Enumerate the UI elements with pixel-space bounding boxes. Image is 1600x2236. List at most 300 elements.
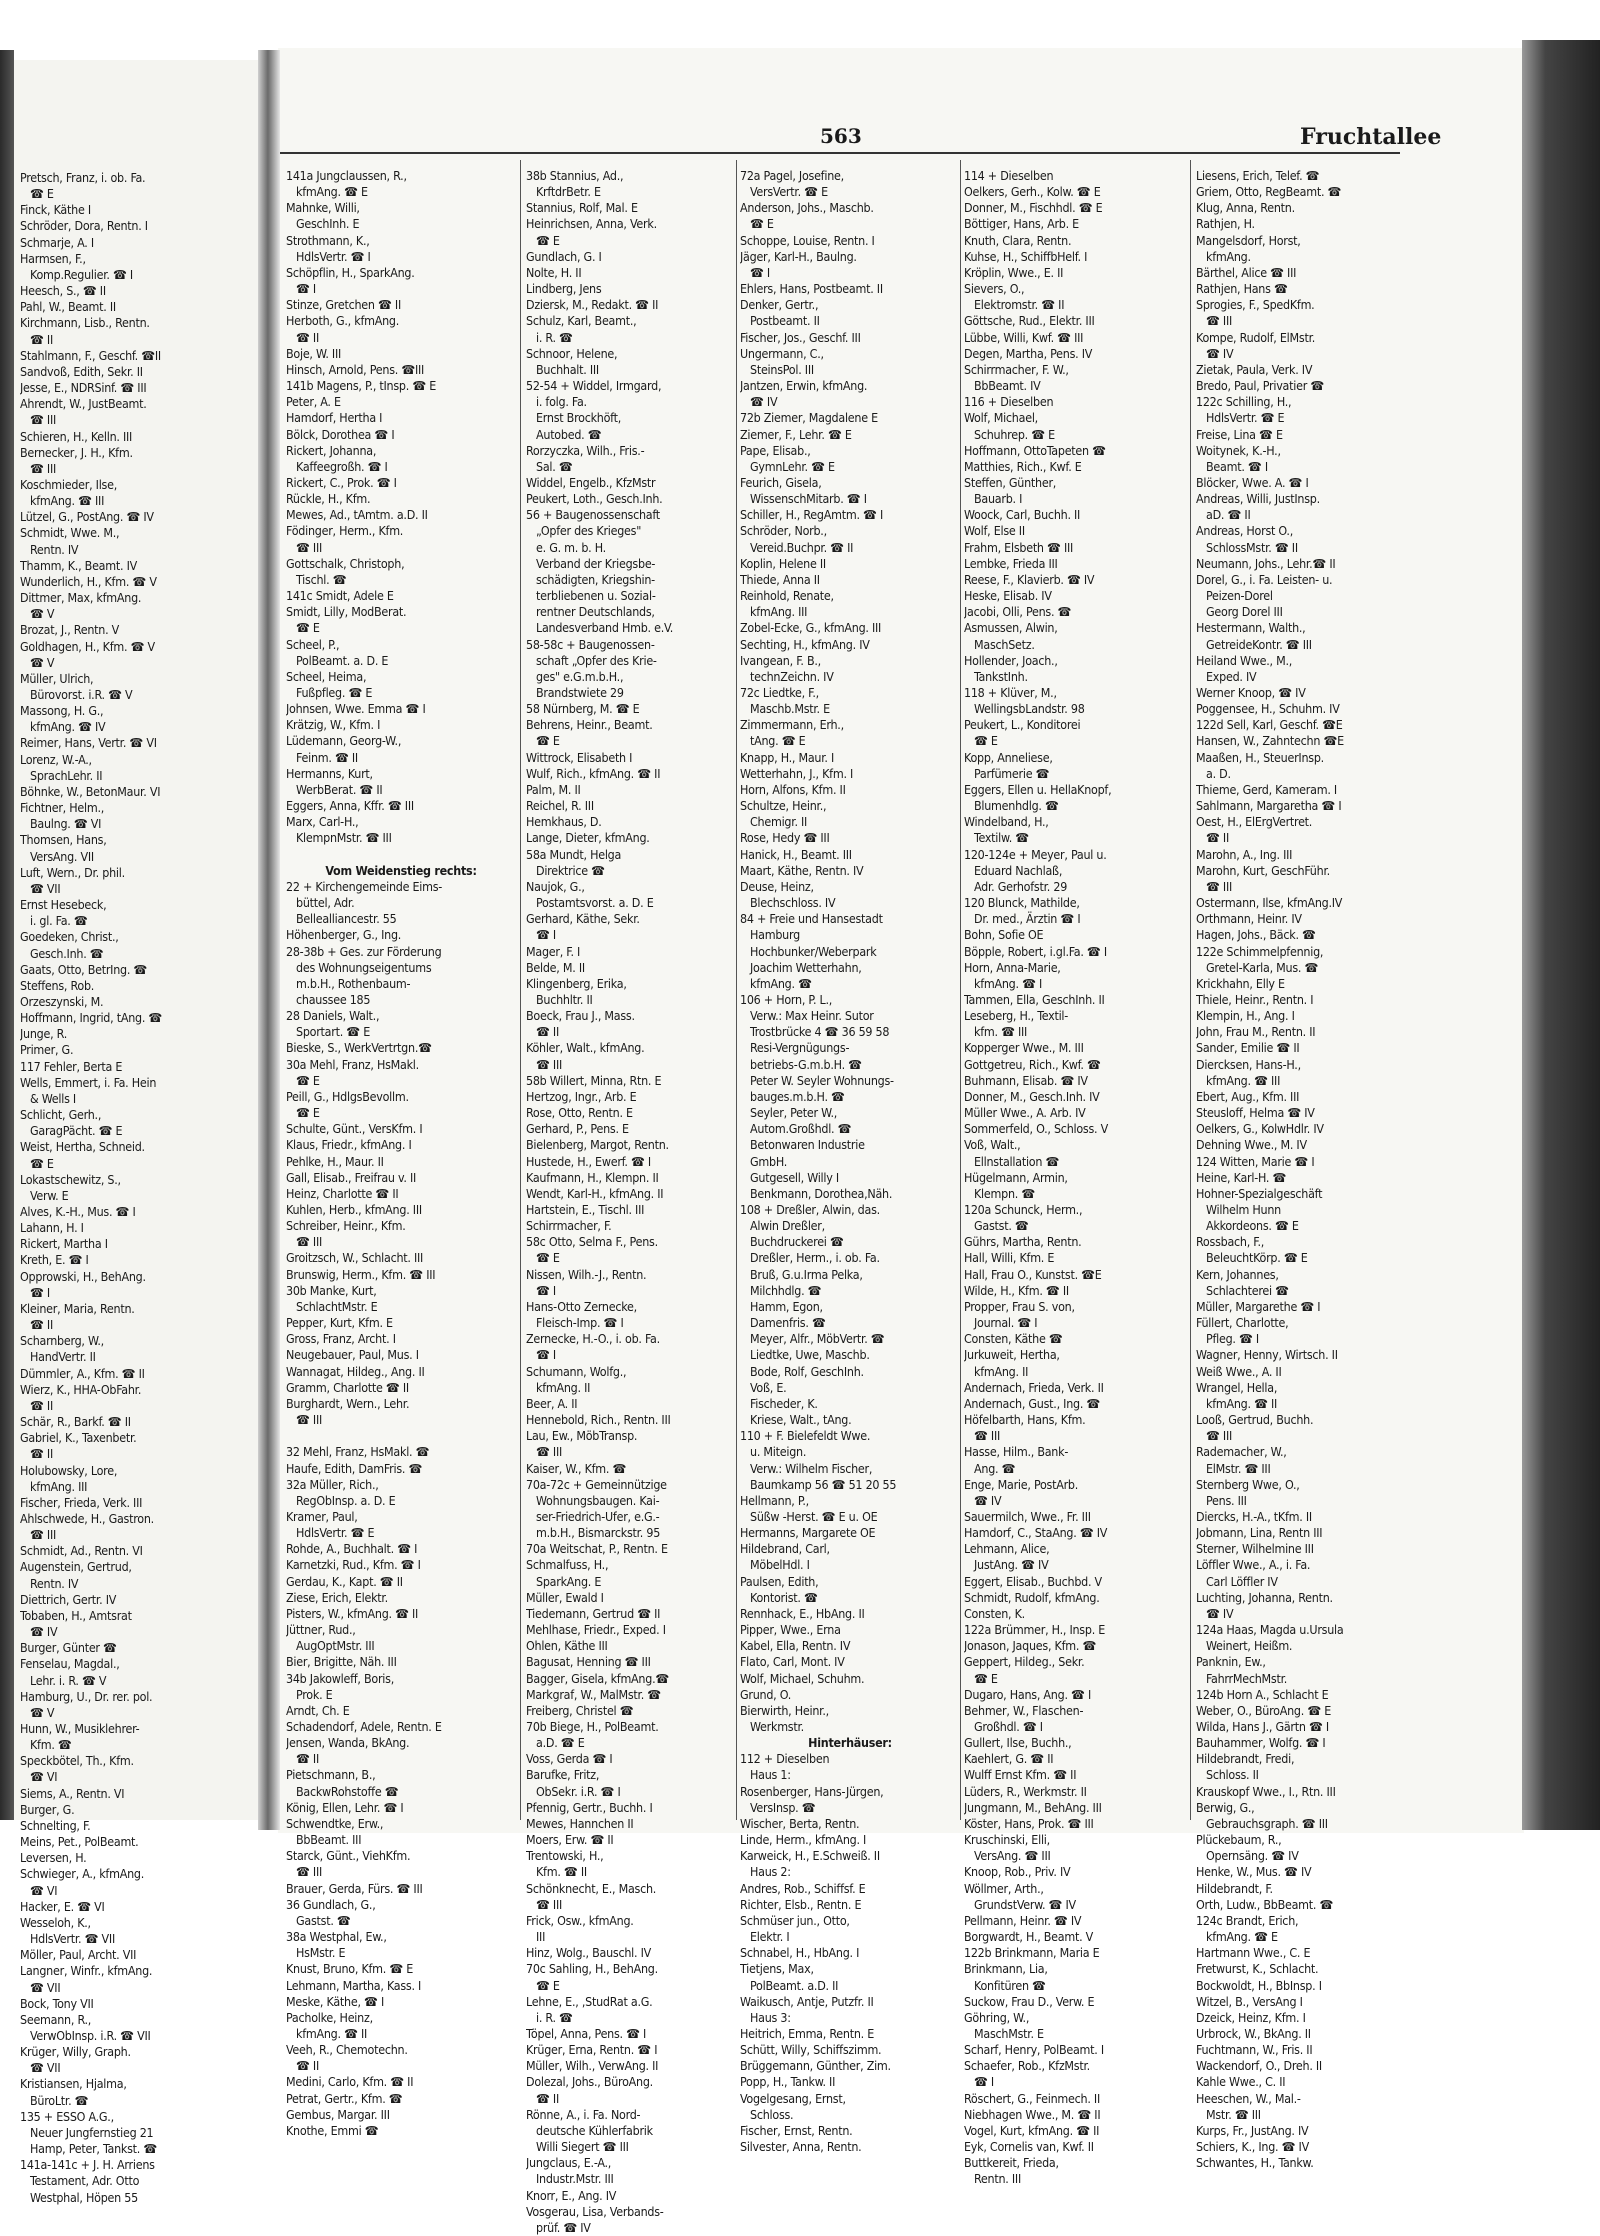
directory-entry-line: Jensen, Wanda, BkAng.	[286, 1735, 410, 1751]
directory-entry-line: prüf. ☎ IV	[536, 2219, 591, 2235]
directory-entry-line: Mager, F. I	[526, 943, 581, 959]
directory-entry-line: Burger, Günter ☎	[20, 1640, 117, 1656]
directory-entry-line: Hamp, Peter, Tankst. ☎	[30, 2141, 158, 2157]
directory-entry-line: Opprowski, H., BehAng.	[20, 1268, 146, 1284]
directory-entry-line: Andernach, Frieda, Verk. II	[964, 1379, 1104, 1395]
directory-column-4	[964, 168, 1182, 2188]
directory-entry-line: Hustede, H., Ewerf. ☎ I	[526, 1153, 651, 1169]
directory-entry-line: Lüdemann, Georg-W.,	[286, 733, 402, 749]
directory-entry-line: SteinsPol. III	[750, 361, 814, 377]
directory-entry-line: Diettrich, Gertr. IV	[20, 1591, 117, 1607]
directory-entry-line: Carl Löffler IV	[1206, 1573, 1278, 1589]
directory-entry-line: Trentowski, H.,	[526, 1848, 604, 1864]
directory-entry-line: Diercks, H.-A., tKfm. II	[1196, 1508, 1312, 1524]
directory-entry-line: Starck, Günt., ViehKfm.	[286, 1848, 411, 1864]
book-right-edge	[1522, 40, 1600, 1830]
directory-entry-line: Rickert, Martha I	[20, 1236, 108, 1252]
directory-entry-line: Trostbrücke 4 ☎ 36 59 58	[750, 1024, 890, 1040]
directory-entry-line: 122d Sell, Karl, Geschf. ☎E	[1196, 717, 1343, 733]
directory-entry-line: Flato, Carl, Mont. IV	[740, 1654, 845, 1670]
directory-entry-line: Buchhalt. III	[536, 361, 599, 377]
directory-entry-line: Pipper, Wwe., Erna	[740, 1622, 841, 1638]
directory-entry-line: Heinrichsen, Anna, Verk.	[526, 216, 657, 232]
directory-entry-line: Fuchtmann, W., Fris. II	[1196, 2042, 1313, 2058]
directory-entry-line: Hermanns, Kurt,	[286, 765, 373, 781]
directory-entry-line: ☎ E	[536, 733, 560, 749]
directory-entry-line: kfmAng. ☎ E	[1206, 1929, 1278, 1945]
directory-entry-line: Herboth, G., kfmAng.	[286, 313, 400, 329]
directory-entry-line: Schmarje, A. I	[20, 234, 94, 250]
directory-entry-line: Gross, Franz, Archt. I	[286, 1331, 396, 1347]
directory-entry-line: Rentn. IV	[30, 541, 79, 557]
directory-entry-line: ☎ III	[30, 1527, 57, 1543]
directory-entry-line: Göhring, W.,	[964, 2009, 1030, 2025]
directory-entry-line: Buttkereit, Frieda,	[964, 2155, 1059, 2171]
directory-entry-line: ☎ VI	[30, 1882, 58, 1898]
directory-entry-line: 141b Magens, P., tInsp. ☎ E	[286, 378, 437, 394]
directory-entry-line: Rathjen, Hans ☎	[1196, 281, 1288, 297]
directory-entry-line: Fleisch-Imp. ☎ I	[536, 1315, 624, 1331]
directory-entry-line: Voß, E.	[750, 1379, 787, 1395]
directory-entry-line: Klug, Anna, Rentn.	[1196, 200, 1295, 216]
directory-entry-line: ☎ I	[974, 2074, 994, 2090]
directory-entry-line: kfmAng. III	[30, 1478, 88, 1494]
directory-entry-line: Tiedemann, Gertrud ☎ II	[526, 1605, 661, 1621]
directory-entry-line: Henke, W., Mus. ☎ IV	[1196, 1864, 1312, 1880]
directory-entry-line: 58-58c + Baugenossen-	[526, 636, 655, 652]
directory-entry-line: Feurich, Gisela,	[740, 474, 822, 490]
directory-entry-line: Höhenberger, G., Ing.	[286, 927, 402, 943]
directory-entry-line: Grund, O.	[740, 1686, 792, 1702]
directory-entry-line: terbliebenen u. Sozial-	[536, 588, 656, 604]
directory-entry-line: aD. ☎ II	[1206, 507, 1251, 523]
directory-entry-line: Ungermann, C.,	[740, 345, 824, 361]
directory-entry-line: Medini, Carlo, Kfm. ☎ II	[286, 2074, 414, 2090]
directory-entry-line: Röschert, G., Feinmech. II	[964, 2090, 1100, 2106]
directory-entry-line: Luft, Wern., Dr. phil.	[20, 864, 125, 880]
directory-entry-line: Gaats, Otto, BetrIng. ☎	[20, 961, 148, 977]
directory-entry-line: 52-54 + Widdel, Irmgard,	[526, 378, 662, 394]
directory-entry-line: 30b Manke, Kurt,	[286, 1282, 377, 1298]
directory-entry-line: 108 + Dreßler, Alwin, das.	[740, 1202, 880, 1217]
directory-entry-line: kfmAng. II	[536, 1379, 591, 1395]
directory-entry-line: Jungmann, M., BehAng. III	[964, 1799, 1102, 1815]
directory-entry-line: Knothe, Emmi ☎	[286, 2122, 379, 2138]
directory-entry-line: Oelkers, G., KolwHdlr. IV	[1196, 1121, 1324, 1137]
directory-entry-line: Sander, Emilie ☎ II	[1196, 1040, 1300, 1056]
directory-entry-line: Neumann, Johs., Lehr.☎ II	[1196, 555, 1336, 571]
directory-entry-line: Beer, A. II	[526, 1395, 578, 1411]
directory-entry-line: Maart, Käthe, Rentn. IV	[740, 862, 864, 878]
directory-entry-line: Neuer Jungfernstieg 21	[30, 2124, 154, 2140]
directory-entry-line: Schultze, Heinr.,	[740, 798, 827, 814]
directory-entry-line: Gerdau, K., Kapt. ☎ II	[286, 1573, 403, 1589]
directory-entry-line: Tobaben, H., Amtsrat	[20, 1607, 132, 1623]
directory-entry-line: Bieske, S., WerkVertrtgn.☎	[286, 1040, 432, 1056]
directory-entry-line: Dugaro, Hans, Ang. ☎ I	[964, 1686, 1091, 1702]
directory-entry-line: Peter W. Seyler Wohnungs-	[750, 1072, 894, 1088]
directory-entry-line: Dziersk, M., Redakt. ☎ II	[526, 297, 659, 313]
directory-entry-line: Hall, Frau O., Kunstst. ☎E	[964, 1266, 1102, 1282]
directory-entry-line: Schadendorf, Adele, Rentn. E	[286, 1719, 442, 1734]
directory-entry-line: Hansen, W., Zahntechn ☎E	[1196, 733, 1344, 749]
directory-entry-line: Weber, O., BüroAng. ☎ E	[1196, 1702, 1332, 1718]
directory-entry-line: Ernst Hesebeck,	[20, 897, 107, 913]
directory-entry-line: chaussee 185	[296, 991, 371, 1007]
directory-entry-line: Scheel, P.,	[286, 636, 340, 652]
directory-entry-line: Hartmann Wwe., C. E	[1196, 1945, 1311, 1961]
directory-entry-line: GrundstVerw. ☎ IV	[974, 1896, 1076, 1912]
directory-entry-line: Nissen, Wilh.-J., Rentn.	[526, 1266, 647, 1282]
directory-entry-line: Adr. Gerhofstr. 29	[974, 878, 1068, 894]
directory-entry-line: Hestermann, Walth.,	[1196, 620, 1306, 636]
directory-entry-line: Hartstein, E., Tischl. III	[526, 1202, 645, 1217]
directory-entry-line: Mangelsdorf, Horst,	[1196, 232, 1301, 248]
directory-entry-line: Verw.: Wilhelm Fischer,	[750, 1460, 873, 1476]
directory-entry-line: Peter, A. E	[286, 394, 341, 410]
directory-entry-line: Wolf, Michael, Schuhm.	[740, 1670, 865, 1686]
directory-entry-line: Wannagat, Hildeg., Ang. II	[286, 1363, 425, 1379]
directory-entry-line: Schirrmacher, F. W.,	[964, 361, 1069, 377]
directory-entry-line: „Opfer des Krieges"	[536, 523, 642, 539]
directory-entry-line: Denker, Gertr.,	[740, 297, 819, 313]
directory-entry-line: Schütt, Willy, Schiffszimm.	[740, 2042, 882, 2058]
directory-entry-line: Wagner, Henny, Wirtsch. II	[1196, 1347, 1338, 1363]
directory-entry-line: ☎ E	[536, 1250, 560, 1266]
directory-entry-line: Vom Weidenstieg rechts:	[325, 862, 477, 878]
directory-entry-line: Schnelting, F.	[20, 1817, 91, 1833]
directory-entry-line: Schär, R., Barkf. ☎ II	[20, 1414, 131, 1430]
directory-entry-line: Geppert, Hildeg., Sekr.	[964, 1654, 1085, 1670]
directory-entry-line: 122b Brinkmann, Maria E	[964, 1945, 1100, 1961]
directory-entry-line: König, Ellen, Lehr. ☎ I	[286, 1799, 404, 1815]
directory-entry-line: Groitzsch, W., Schlacht. III	[286, 1250, 424, 1266]
directory-entry-line: kfmAng.	[1206, 248, 1251, 264]
directory-entry-line: Töpel, Anna, Pens. ☎ I	[526, 2025, 647, 2041]
directory-entry-line: Pens. III	[1206, 1492, 1247, 1508]
directory-entry-line: ☎ III	[1206, 313, 1233, 329]
directory-entry-line: Krätzig, W., Kfm. I	[286, 717, 381, 733]
directory-entry-line: Pahl, W., Beamt. II	[20, 299, 116, 315]
directory-entry-line: Weinert, Heißm.	[1206, 1638, 1293, 1654]
directory-entry-line: Gutgesell, Willy I	[750, 1169, 839, 1185]
directory-entry-line: Waikusch, Antje, Putzfr. II	[740, 1993, 874, 2009]
directory-entry-line: TankstInh.	[974, 668, 1028, 684]
directory-entry-line: 120a Schunck, Herm.,	[964, 1202, 1083, 1217]
directory-entry-line: Ostermann, Ilse, kfmAng.IV	[1196, 895, 1343, 911]
directory-entry-line: ☎ E	[296, 1105, 320, 1121]
directory-entry-line: Krickhahn, Elly E	[1196, 975, 1285, 991]
directory-entry-line: ☎ III	[536, 1896, 563, 1912]
directory-entry-line: Langner, Winfr., kfmAng.	[20, 1963, 153, 1979]
directory-entry-line: Wöllmer, Arth.,	[964, 1880, 1044, 1896]
directory-entry-line: Borgwardt, H., Beamt. V	[964, 1929, 1094, 1945]
directory-entry-line: Hasse, Hilm., Bank-	[964, 1444, 1069, 1460]
directory-entry-line: 72b Ziemer, Magdalene E	[740, 410, 878, 426]
directory-entry-line: Wendt, Karl-H., kfmAng. II	[526, 1185, 664, 1201]
directory-entry-line: ☎ III	[296, 539, 323, 555]
directory-entry-line: Naujok, G.,	[526, 878, 585, 894]
directory-entry-line: Bruß, G.u.Irma Pelka,	[750, 1266, 863, 1282]
directory-entry-line: Consten, K.	[964, 1605, 1025, 1621]
directory-entry-line: Woock, Carl, Buchh. II	[964, 507, 1081, 523]
directory-entry-line: Brandstwiete 29	[536, 685, 624, 700]
directory-entry-line: Seemann, R.,	[20, 2011, 92, 2027]
directory-entry-line: Rosenberger, Hans-Jürgen,	[740, 1783, 884, 1799]
directory-entry-line: Hamburg, U., Dr. rer. pol.	[20, 1688, 153, 1704]
directory-entry-line: Rademacher, W.,	[1196, 1444, 1287, 1460]
directory-entry-line: Hacker, E. ☎ VI	[20, 1898, 105, 1914]
directory-entry-line: Eduard Nachlaß,	[974, 862, 1063, 878]
directory-entry-line: Richter, Elsb., Rentn. E	[740, 1896, 862, 1912]
directory-entry-line: Alves, K.-H., Mus. ☎ I	[20, 1204, 136, 1219]
directory-entry-line: Brüggemann, Günther, Zim.	[740, 2058, 891, 2074]
directory-entry-line: Elektromstr. ☎ II	[974, 297, 1065, 313]
directory-entry-line: m.b.H., Rothenbaum-	[296, 975, 411, 991]
directory-entry-line: Wolf, Else II	[964, 523, 1025, 539]
directory-entry-line: Sandvoß, Edith, Sekr. II	[20, 363, 143, 379]
directory-entry-line: Ziese, Erich, Elektr.	[286, 1589, 388, 1605]
directory-entry-line: Schwendtke, Erw.,	[286, 1815, 384, 1831]
directory-entry-line: Chemigr. II	[750, 814, 808, 830]
directory-entry-line: ☎ E	[536, 232, 560, 248]
directory-entry-line: ser-Friedrich-Ufer, e.G.-	[536, 1508, 660, 1524]
directory-entry-line: Griem, Otto, RegBeamt. ☎	[1196, 184, 1342, 200]
directory-entry-line: Blechschloss. IV	[750, 895, 836, 911]
directory-entry-line: Krauskopf Wwe., I., Rtn. III	[1196, 1783, 1336, 1799]
directory-entry-line: 32a Müller, Rich.,	[286, 1476, 379, 1492]
directory-entry-line: Dr. med., Ärztin ☎ I	[974, 911, 1081, 927]
directory-entry-line: Wesseloh, K.,	[20, 1914, 91, 1930]
directory-entry-line: Ahrendt, W., JustBeamt.	[20, 396, 147, 412]
directory-entry-line: ☎ II	[296, 329, 319, 345]
directory-entry-line: Schiller, H., RegAmtm. ☎ I	[740, 507, 883, 523]
directory-entry-line: Schaefer, Rob., KfzMstr.	[964, 2058, 1090, 2074]
directory-entry-line: Wohnungsbaugen. Kai-	[536, 1492, 660, 1508]
directory-entry-line: Tischl. ☎	[296, 571, 347, 587]
directory-entry-line: Verband der Kriegsbe-	[536, 555, 656, 571]
directory-entry-line: Peill, G., HdlgsBevollm.	[286, 1088, 409, 1104]
directory-entry-line: Eggert, Elisab., Buchbd. V	[964, 1573, 1102, 1589]
directory-entry-line: Dittmer, Max, kfmAng.	[20, 590, 142, 606]
directory-entry-line: Blöcker, Wwe. A. ☎ I	[1196, 474, 1309, 490]
directory-entry-line: Seyler, Peter W.,	[750, 1105, 838, 1121]
directory-entry-line: ☎ E	[974, 733, 998, 749]
directory-entry-line: Hamm, Egon,	[750, 1298, 823, 1314]
directory-entry-line: ☎ V	[30, 1704, 55, 1720]
directory-entry-line: Strothmann, K.,	[286, 232, 370, 248]
directory-entry-line: Kahle Wwe., C. II	[1196, 2074, 1286, 2090]
directory-entry-line: Belde, M. II	[526, 959, 585, 975]
directory-entry-line: Degen, Martha, Pens. IV	[964, 345, 1093, 361]
directory-entry-line: Silvester, Anna, Rentn.	[740, 2139, 862, 2155]
directory-entry-line: Schirrmacher, F.	[526, 1218, 612, 1234]
directory-entry-line: Landesverband Hmb. e.V.	[536, 620, 674, 636]
directory-entry-line: ☎ VII	[30, 1979, 61, 1995]
directory-entry-line: Autom.Großhdl. ☎	[750, 1121, 852, 1137]
directory-entry-line: Wackendorf, O., Dreh. II	[1196, 2058, 1322, 2074]
directory-entry-line: ☎ V	[30, 654, 55, 670]
directory-entry-line: Pfleg. ☎ I	[1206, 1331, 1259, 1347]
directory-entry-line: VerwObInsp. i.R. ☎ VII	[30, 2027, 151, 2043]
directory-entry-line: John, Frau M., Rentn. II	[1196, 1024, 1316, 1040]
directory-entry-line: Kern, Johannes,	[1196, 1266, 1279, 1282]
directory-entry-line: Rickert, C., Prok. ☎ I	[286, 474, 397, 490]
directory-entry-line: 70a-72c + Gemeinnützige	[526, 1476, 667, 1492]
directory-entry-line: 122a Brümmer, H., Insp. E	[964, 1622, 1106, 1638]
directory-entry-line: Peizen-Dorel	[1206, 588, 1273, 604]
directory-entry-line: Knapp, H., Maur. I	[740, 749, 835, 765]
directory-entry-line: Knust, Bruno, Kfm. ☎ E	[286, 1961, 414, 1977]
directory-entry-line: Klempn. ☎	[974, 1185, 1035, 1201]
directory-entry-line: Autobed. ☎	[536, 426, 602, 442]
directory-entry-line: Brozat, J., Rentn. V	[20, 622, 120, 638]
directory-entry-line: ☎ II	[296, 1751, 319, 1767]
directory-entry-line: ☎ II	[30, 1446, 53, 1462]
directory-entry-line: Thamm, K., Beamt. IV	[20, 557, 137, 573]
directory-entry-line: Heitrich, Emma, Rentn. E	[740, 2025, 875, 2041]
directory-entry-line: ☎ II	[30, 1317, 53, 1333]
directory-entry-line: kfmAng. ☎ III	[1206, 1072, 1281, 1088]
directory-entry-line: Harmsen, F.,	[20, 250, 86, 266]
directory-entry-line: 22 + Kirchengemeinde Eims-	[286, 878, 443, 894]
directory-entry-line: HandVertr. II	[30, 1349, 96, 1365]
directory-entry-line: Goedeken, Christ.,	[20, 929, 119, 945]
directory-entry-line: Buchdruckerei ☎	[750, 1234, 844, 1250]
directory-entry-line: BüroLtr. ☎	[30, 2092, 89, 2108]
directory-entry-line: Bock, Tony VII	[20, 1995, 94, 2011]
directory-entry-line: 120 Blunck, Mathilde,	[964, 895, 1080, 911]
directory-entry-line: Hagen, Johs., Bäck. ☎	[1196, 927, 1316, 943]
directory-entry-line: 141a Jungclaussen, R.,	[286, 168, 407, 183]
directory-entry-line: Knoop, Rob., Priv. IV	[964, 1864, 1071, 1880]
directory-entry-line: Schlicht, Gerh.,	[20, 1107, 102, 1123]
directory-entry-line: Stahlmann, F., Geschf. ☎II	[20, 347, 161, 363]
directory-entry-line: 34b Jakowleff, Boris,	[286, 1670, 394, 1686]
directory-entry-line: Lokastschewitz, S.,	[20, 1171, 121, 1187]
directory-entry-line: ☎ III	[974, 1428, 1001, 1444]
directory-entry-line: kfmAng. ☎ III	[30, 493, 105, 509]
directory-entry-line: Ehlers, Hans, Postbeamt. II	[740, 281, 883, 297]
directory-entry-line: Anderson, Johs., Maschb.	[740, 200, 874, 216]
directory-entry-line: Frick, Osw., kfmAng.	[526, 1912, 634, 1928]
directory-entry-line: Thiede, Anna II	[740, 571, 820, 587]
directory-entry-line: Widdel, Engelb., KfzMstr	[526, 474, 656, 490]
directory-entry-line: Burger, G.	[20, 1801, 75, 1817]
directory-entry-line: 106 + Horn, P. L.,	[740, 991, 833, 1007]
header-rule	[280, 152, 1400, 154]
directory-entry-line: Schreiber, Heinr., Kfm.	[286, 1218, 406, 1234]
directory-entry-line: ☎ E	[974, 1670, 998, 1686]
directory-entry-line: Barufke, Fritz,	[526, 1767, 600, 1783]
directory-entry-line: a. D.	[1206, 765, 1231, 781]
directory-entry-line: betriebs-G.m.b.H. ☎	[750, 1056, 862, 1072]
directory-entry-line: ☎ IV	[30, 1624, 58, 1640]
directory-entry-line: Mehlhase, Friedr., Exped. I	[526, 1622, 666, 1638]
directory-entry-line: Nolte, H. II	[526, 264, 582, 280]
directory-entry-line: PolBeamt. a.D. II	[750, 1977, 839, 1993]
directory-entry-line: Wierz, K., HHA-ObFahr.	[20, 1381, 142, 1397]
directory-entry-line: Exped. IV	[1206, 668, 1257, 684]
directory-entry-line: ☎ V	[30, 606, 55, 622]
directory-entry-line: Werner Knoop, ☎ IV	[1196, 685, 1306, 700]
directory-entry-line: Prok. E	[296, 1686, 333, 1702]
directory-entry-line: 124c Brandt, Erich,	[1196, 1912, 1299, 1928]
directory-entry-line: 84 + Freie und Hansestadt	[740, 911, 883, 927]
directory-entry-line: ☎ E	[296, 1072, 320, 1088]
directory-entry-line: Witzel, B., VersAng I	[1196, 1993, 1303, 2009]
directory-entry-line: Stannius, Rolf, Mal. E	[526, 200, 638, 216]
directory-entry-line: WissenschMitarb. ☎ I	[750, 491, 867, 507]
directory-entry-line: Donner, M., Fischhdl. ☎ E	[964, 200, 1103, 216]
directory-entry-line: VersVertr. ☎ E	[750, 184, 828, 200]
directory-entry-line: Fußpfleg. ☎ E	[296, 685, 373, 700]
directory-entry-line: ☎ E	[750, 216, 774, 232]
directory-entry-line: kfm. ☎ III	[974, 1024, 1028, 1040]
directory-entry-line: Pfennig, Gertr., Buchh. I	[526, 1799, 653, 1815]
directory-entry-line: Hans-Otto Zernecke,	[526, 1298, 637, 1314]
directory-entry-line: Sprogies, F., SpedKfm.	[1196, 297, 1315, 313]
directory-entry-line: Jungclaus, E.-A.,	[526, 2155, 612, 2171]
directory-entry-line: Dümmler, A., Kfm. ☎ II	[20, 1365, 145, 1381]
directory-entry-line: Gottgetreu, Rich., Kwf. ☎	[964, 1056, 1101, 1072]
directory-entry-line: tAng. ☎ E	[750, 733, 806, 749]
directory-entry-line: Gall, Elisab., Freifrau v. II	[286, 1169, 417, 1185]
directory-entry-line: Heine, Karl-H. ☎	[1196, 1169, 1287, 1185]
directory-entry-line: Hanick, H., Beamt. III	[740, 846, 852, 862]
directory-entry-line: Bauarb. I	[974, 491, 1023, 507]
directory-entry-line: Hermanns, Margarete OE	[740, 1525, 876, 1541]
directory-entry-line: Schloss.	[750, 2106, 794, 2122]
directory-entry-line: Benkmann, Dorothea,Näh.	[750, 1185, 893, 1201]
directory-entry-line: Suckow, Frau D., Verw. E	[964, 1993, 1095, 2009]
directory-entry-line: ☎ I	[30, 1284, 50, 1300]
directory-entry-line: Boeck, Frau J., Mass.	[526, 1008, 635, 1024]
directory-entry-line: Stinze, Gretchen ☎ II	[286, 297, 401, 313]
directory-column-1	[286, 168, 516, 2139]
directory-entry-line: Gramm, Charlotte ☎ II	[286, 1379, 409, 1395]
directory-entry-line: 58c Otto, Selma F., Pens.	[526, 1234, 658, 1250]
directory-entry-line: BbBeamt. III	[296, 1832, 362, 1848]
directory-entry-line: Joachim Wetterhahn,	[750, 959, 862, 975]
directory-entry-line: Markgraf, W., MalMstr. ☎	[526, 1686, 661, 1702]
directory-entry-line: Blumenhdlg. ☎	[974, 798, 1059, 814]
directory-entry-line: Mewes, Hannchen II	[526, 1815, 634, 1831]
directory-entry-line: Konfitüren ☎	[974, 1977, 1046, 1993]
directory-entry-line: MaschSetz.	[974, 636, 1035, 652]
directory-entry-line: Wilhelm Hunn	[1206, 1202, 1281, 1217]
directory-entry-line: Woitynek, K.-H.,	[1196, 442, 1281, 458]
directory-entry-line: GaragPächt. ☎ E	[30, 1123, 123, 1139]
directory-entry-line: Verw.: Max Heinr. Sutor	[750, 1008, 874, 1024]
directory-entry-line: Rose, Otto, Rentn. E	[526, 1105, 633, 1121]
directory-entry-line: m.b.H., Bismarckstr. 95	[536, 1525, 661, 1541]
directory-entry-line: 38a Westphal, Ew.,	[286, 1929, 387, 1945]
directory-entry-line: Junge, R.	[20, 1026, 68, 1042]
directory-entry-line: Hoffmann, OttoTapeten ☎	[964, 442, 1106, 458]
directory-entry-line: Bagger, Gisela, kfmAng.☎	[526, 1670, 669, 1686]
directory-entry-line: Schönknecht, E., Masch.	[526, 1880, 657, 1896]
directory-entry-line: Kurps, Fr., JustAng. IV	[1196, 2122, 1309, 2138]
directory-entry-line: 112 + Dieselben	[740, 1751, 830, 1767]
directory-entry-line: Eggers, Ellen u. HellaKnopf,	[964, 781, 1112, 797]
directory-entry-line: kfmAng. ☎ IV	[30, 719, 106, 735]
directory-entry-line: Klaus, Friedr., kfmAng. I	[286, 1137, 412, 1153]
directory-entry-line: Schnabel, H., HbAng. I	[740, 1945, 860, 1961]
directory-entry-line: Hügelmann, Armin,	[964, 1169, 1068, 1185]
directory-entry-line: ☎ IV	[1206, 1605, 1234, 1621]
directory-entry-line: Pacholke, Heinz,	[286, 2009, 373, 2025]
